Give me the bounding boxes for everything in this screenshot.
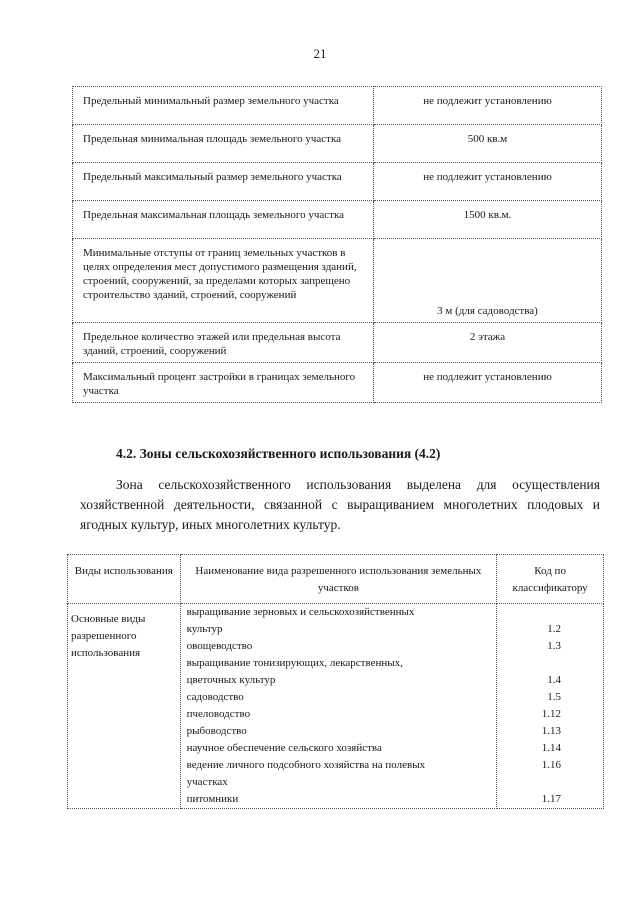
params-row	[73, 87, 602, 125]
use-name-line: выращивание тонизирующих, лекарственных,	[186, 657, 403, 669]
param-name: Предельное количество этажей или предельная высота зданий, строений, сооружений	[73, 323, 374, 363]
params-row	[73, 163, 602, 201]
use-code-line: 1.17	[541, 793, 561, 805]
use-name-line: научное обеспечение сельского хозяйства	[186, 742, 382, 754]
param-name: Предельная минимальная площадь земельного участка	[73, 125, 374, 163]
use-name-line: культур	[186, 623, 223, 635]
use-code-line	[503, 774, 593, 791]
param-value: 1500 кв.м.	[374, 201, 602, 239]
use-code-line: 1.2	[547, 623, 561, 635]
params-row	[73, 323, 602, 363]
param-value: не подлежит установлению	[374, 163, 602, 201]
param-value: 2 этажа	[374, 323, 602, 363]
param-value: не подлежит установлению	[374, 87, 602, 125]
use-code-line: 1.16	[541, 759, 561, 771]
use-name-line: рыбоводство	[186, 725, 247, 737]
use-code-line: 1.3	[547, 640, 561, 652]
uses-table-header	[68, 555, 604, 604]
page-number: 21	[313, 46, 327, 61]
use-code-line: 1.14	[541, 742, 561, 754]
use-code-line: 1.5	[547, 691, 561, 703]
use-names-list	[187, 604, 491, 808]
use-name-line: садоводство	[186, 691, 244, 703]
use-code-line: 1.12	[541, 708, 561, 720]
param-name: Предельный максимальный размер земельного участка	[73, 163, 374, 201]
params-row	[73, 201, 602, 239]
params-row	[73, 239, 602, 323]
param-value: не подлежит установлению	[374, 363, 602, 403]
section-paragraph	[80, 475, 600, 535]
header-kind: Виды использования	[68, 555, 181, 604]
header-code: Код по классификатору	[497, 555, 604, 604]
use-names-cell	[180, 604, 497, 809]
uses-table-row	[68, 604, 604, 809]
use-codes-cell	[497, 604, 604, 809]
use-code-line	[503, 655, 593, 672]
use-name-line: участках	[186, 776, 228, 788]
section-heading: 4.2. Зоны сельскохозяйственного использования (4.2)	[116, 446, 441, 461]
param-name: Максимальный процент застройки в границах земельного участка	[73, 363, 374, 403]
param-value: 3 м (для садоводства)	[374, 239, 602, 323]
use-name-line: питомники	[186, 793, 239, 805]
use-name-line: пчеловодство	[186, 708, 251, 720]
use-name-line: овощеводство	[186, 640, 253, 652]
use-code-line: 1.13	[541, 725, 561, 737]
params-table	[72, 86, 602, 403]
use-kind-label: Основные виды разрешенного использования	[68, 604, 181, 809]
param-name: Предельная максимальная площадь земельного участка	[73, 201, 374, 239]
use-code-line: 1.4	[547, 674, 561, 686]
uses-table	[67, 554, 604, 809]
use-name-line: ведение личного подсобного хозяйства на полевых	[186, 759, 426, 771]
header-name: Наименование вида разрешенного использования земельных участков	[180, 555, 497, 604]
section-paragraph-text: Зона сельскохозяйственного использования выделена для осуществления хозяйственной деятельности, связанной с выращиванием многолетних плодовых и ягодных культур, иных многолетних культур.	[80, 477, 600, 532]
params-row	[73, 125, 602, 163]
param-name: Предельный минимальный размер земельного участка	[73, 87, 374, 125]
use-codes-list	[503, 604, 593, 808]
use-name-line: выращивание зерновых и сельскохозяйственных	[186, 606, 415, 618]
params-row	[73, 363, 602, 403]
param-name: Минимальные отступы от границ земельных участков в целях определения мест допустимого размещения зданий, строений, сооружений, за пределами которых запрещено строительство зданий, строений, сооружений	[73, 239, 374, 323]
use-code-line	[503, 604, 593, 621]
use-name-line: цветочных культур	[186, 674, 276, 686]
param-value: 500 кв.м	[374, 125, 602, 163]
